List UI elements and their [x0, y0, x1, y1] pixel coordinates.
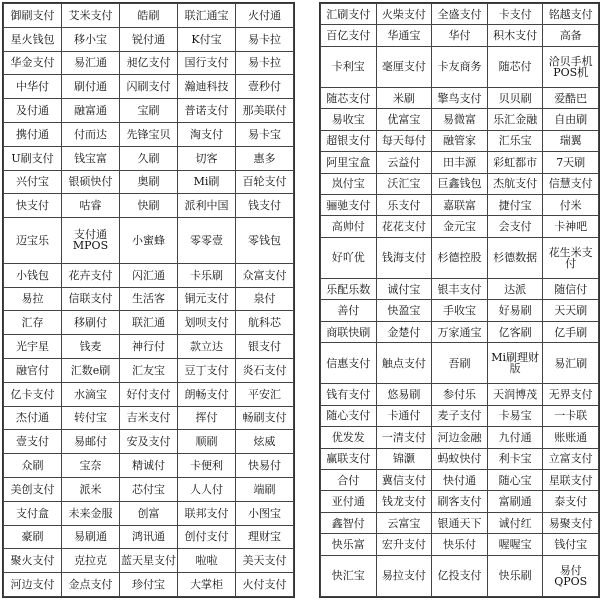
- right-table-cell: 商联快刷: [321, 321, 377, 342]
- right-table-cell: 钱付宝: [543, 534, 599, 555]
- right-table-cell: 卡通付: [376, 405, 432, 426]
- left-table-cell: 移小宝: [62, 27, 120, 51]
- right-table-cell: 易收宝: [321, 109, 377, 130]
- left-table-cell: 杰付通: [4, 406, 62, 430]
- right-table-row: [321, 278, 599, 299]
- left-table-cell: 朗畅支付: [178, 382, 236, 406]
- left-table-cell: 端刷: [236, 477, 294, 501]
- left-table-row: [4, 218, 294, 264]
- left-table-cell: 卡乐刷: [178, 263, 236, 287]
- left-table-cell: 携付通: [4, 122, 62, 146]
- right-table-cell: 天润博茂: [487, 384, 543, 405]
- left-table-cell: 众富支付: [236, 263, 294, 287]
- left-table-cell: 人人付: [178, 477, 236, 501]
- right-table-cell: 毫厘支付: [376, 46, 432, 87]
- left-table-cell: 百轮支付: [236, 170, 294, 194]
- left-table-cell: 派利中国: [178, 194, 236, 218]
- right-table-cell: 卡支付: [487, 4, 543, 25]
- right-table-cell: 随芯支付: [321, 87, 377, 108]
- left-table-cell: 转付宝: [62, 406, 120, 430]
- left-table-cell: 那美联付: [236, 99, 294, 123]
- right-table-cell: 星联支付: [543, 469, 599, 490]
- right-table-cell: 积木支付: [487, 25, 543, 46]
- right-table-cell: 7天刷: [543, 152, 599, 173]
- left-table-row: [4, 146, 294, 170]
- left-table-cell: 宝刷: [120, 99, 178, 123]
- right-table-row: [321, 216, 599, 237]
- right-table-cell: 快乐刷: [487, 555, 543, 596]
- left-table-row: [4, 477, 294, 501]
- right-table-cell: 吾刷: [432, 343, 488, 384]
- right-table-row: [321, 152, 599, 173]
- left-table-cell: 大掌柜: [178, 573, 236, 597]
- right-table-row: [321, 512, 599, 533]
- left-table-cell: 亿卡支付: [4, 382, 62, 406]
- left-table-cell: 银硕快付: [62, 170, 120, 194]
- right-table-cell: Mi刷理财版: [487, 343, 543, 384]
- left-table-body: [4, 4, 294, 597]
- left-table-cell: 皓刷: [120, 4, 178, 28]
- left-table-row: [4, 311, 294, 335]
- right-table-cell: 立富支付: [543, 448, 599, 469]
- left-table-row: [4, 75, 294, 99]
- right-table-cell: 火柴支付: [376, 4, 432, 25]
- right-table-cell: 百亿支付: [321, 25, 377, 46]
- right-table-cell: 洽贝手机POS机: [543, 46, 599, 87]
- right-table-cell: 达派: [487, 278, 543, 299]
- right-table-cell: 杉德控股: [432, 237, 488, 278]
- left-table-cell: 瀚迪科技: [178, 75, 236, 99]
- right-table-cell: 宏升支付: [376, 534, 432, 555]
- left-table-row: [4, 573, 294, 597]
- right-table-cell: 骊驰支付: [321, 195, 377, 216]
- left-table-cell: 派米: [62, 477, 120, 501]
- left-table-row: [4, 335, 294, 359]
- right-table-row: [321, 534, 599, 555]
- left-table-cell: 珍付宝: [120, 573, 178, 597]
- left-table-cell: 吉米支付: [120, 406, 178, 430]
- left-table-cell: 咕睿: [62, 194, 120, 218]
- left-table-row: [4, 454, 294, 478]
- left-table-cell: 艾米支付: [62, 4, 120, 28]
- right-table-cell: 每天每付: [376, 130, 432, 151]
- right-table-cell: 杰航支付: [487, 173, 543, 194]
- left-table-cell: 铜元支付: [178, 287, 236, 311]
- left-table-cell: 壹支付: [4, 430, 62, 454]
- left-table-cell: 小钱包: [4, 263, 62, 287]
- left-table-cell: 易拉: [4, 287, 62, 311]
- left-table-cell: 闪汇通: [120, 263, 178, 287]
- right-table-cell: 彩虹都市: [487, 152, 543, 173]
- left-table-row: [4, 406, 294, 430]
- right-table-cell: 杉德数据: [487, 237, 543, 278]
- left-table-cell: 易汇通: [62, 51, 120, 75]
- right-table-cell: 贝贝刷: [487, 87, 543, 108]
- right-table-cell: 阿里宝盒: [321, 152, 377, 173]
- left-table-cell: 及付通: [4, 99, 62, 123]
- right-table-cell: 金楚付: [376, 321, 432, 342]
- left-table-cell: 闪刷支付: [120, 75, 178, 99]
- right-table-cell: 卡易宝: [487, 405, 543, 426]
- right-table-cell: 岚付宝: [321, 173, 377, 194]
- right-table-cell: 钱有支付: [321, 384, 377, 405]
- left-table-cell: 汇数e刷: [62, 358, 120, 382]
- left-table-cell: 支付通MPOS: [62, 218, 120, 264]
- right-table-cell: 信慧支付: [543, 173, 599, 194]
- right-table-row: [321, 46, 599, 87]
- right-table-cell: 汇乐宝: [487, 130, 543, 151]
- left-table-row: [4, 382, 294, 406]
- right-table-cell: 乐汇金融: [487, 109, 543, 130]
- left-table-row: [4, 99, 294, 123]
- right-table-cell: 九付通: [487, 427, 543, 448]
- left-table-row: [4, 525, 294, 549]
- left-table-cell: 锐付通: [120, 27, 178, 51]
- left-table-cell: 神行付: [120, 335, 178, 359]
- left-table-cell: 精诚付: [120, 454, 178, 478]
- left-table-cell: 豆丁支付: [178, 358, 236, 382]
- left-table-row: [4, 170, 294, 194]
- right-panel: [319, 2, 600, 598]
- right-table-cell: 鑫智付: [321, 512, 377, 533]
- right-table-cell: 优发发: [321, 427, 377, 448]
- right-table-cell: 自由刷: [543, 109, 599, 130]
- left-table-cell: 炫威: [236, 430, 294, 454]
- left-table-row: [4, 4, 294, 28]
- right-table-cell: 随芯付: [487, 46, 543, 87]
- left-table-cell: 刷付通: [62, 75, 120, 99]
- right-table-cell: 融管家: [432, 130, 488, 151]
- right-table-cell: 华通宝: [376, 25, 432, 46]
- right-table-row: [321, 448, 599, 469]
- right-table-cell: 云益付: [376, 152, 432, 173]
- left-table-row: [4, 501, 294, 525]
- left-table-cell: 易卡拉: [236, 27, 294, 51]
- right-table-row: [321, 300, 599, 321]
- right-table-cell: 铭越支付: [543, 4, 599, 25]
- right-table-cell: 冀信支付: [376, 469, 432, 490]
- right-table-cell: 沃汇宝: [376, 173, 432, 194]
- left-table-cell: 平安汇: [236, 382, 294, 406]
- right-table-cell: 诚付红: [487, 512, 543, 533]
- left-table-cell: Mi刷: [178, 170, 236, 194]
- right-table-cell: 捷付宝: [487, 195, 543, 216]
- left-table-cell: 火付通: [236, 4, 294, 28]
- right-table-cell: 花花支付: [376, 216, 432, 237]
- right-table-cell: 巨鑫钱包: [432, 173, 488, 194]
- left-table-cell: 好付支付: [120, 382, 178, 406]
- left-table-cell: 移刷付: [62, 311, 120, 335]
- left-table-cell: 壹秒付: [236, 75, 294, 99]
- right-table-row: [321, 195, 599, 216]
- right-table-cell: 易拉支付: [376, 555, 432, 596]
- left-table-cell: 联邦支付: [178, 501, 236, 525]
- right-table-cell: 锦灏: [376, 448, 432, 469]
- left-table-row: [4, 194, 294, 218]
- right-table-cell: 易汇刷: [543, 343, 599, 384]
- left-table-cell: 美天支付: [236, 549, 294, 573]
- right-table-cell: 卡友商务: [432, 46, 488, 87]
- right-payment-brand-table: [320, 3, 599, 597]
- right-table-cell: 利卡宝: [487, 448, 543, 469]
- left-table-cell: 啦啦: [178, 549, 236, 573]
- left-table-cell: 美创支付: [4, 477, 62, 501]
- right-table-cell: 超银支付: [321, 130, 377, 151]
- right-table-cell: 田丰源: [432, 152, 488, 173]
- left-table-cell: 信联支付: [62, 287, 120, 311]
- right-table-cell: 蚂蚁快付: [432, 448, 488, 469]
- left-table-row: [4, 263, 294, 287]
- left-table-cell: 光宇星: [4, 335, 62, 359]
- left-table-row: [4, 358, 294, 382]
- left-table-cell: 中华付: [4, 75, 62, 99]
- left-table-cell: 奥刷: [120, 170, 178, 194]
- left-table-cell: 联汇通: [120, 311, 178, 335]
- left-table-cell: 聚火支付: [4, 549, 62, 573]
- right-table-cell: 花生米支付: [543, 237, 599, 278]
- right-table-row: [321, 427, 599, 448]
- right-table-cell: 瑞翼: [543, 130, 599, 151]
- right-table-cell: 亿投支付: [432, 555, 488, 596]
- left-table-cell: 泉付: [236, 287, 294, 311]
- right-table-cell: 诚付宝: [376, 278, 432, 299]
- left-table-cell: 航科芯: [236, 311, 294, 335]
- right-table-cell: 河边金融: [432, 427, 488, 448]
- left-table-cell: 付而达: [62, 122, 120, 146]
- right-table-cell: 赢联支付: [321, 448, 377, 469]
- right-table-cell: 快乐付: [432, 534, 488, 555]
- right-table-row: [321, 469, 599, 490]
- right-table-cell: 快盈宝: [376, 300, 432, 321]
- left-table-cell: 鸿讯通: [120, 525, 178, 549]
- left-table-cell: 快刷: [120, 194, 178, 218]
- right-table-cell: 麦子支付: [432, 405, 488, 426]
- left-table-cell: 华金支付: [4, 51, 62, 75]
- left-table-cell: 融富通: [62, 99, 120, 123]
- right-table-row: [321, 491, 599, 512]
- right-table-cell: 擎鸟支付: [432, 87, 488, 108]
- left-table-cell: 星火钱包: [4, 27, 62, 51]
- left-table-cell: 易邮付: [62, 430, 120, 454]
- left-table-cell: 豪刷: [4, 525, 62, 549]
- right-table-row: [321, 405, 599, 426]
- right-table-cell: 汇刷支付: [321, 4, 377, 25]
- right-table-cell: 参付乐: [432, 384, 488, 405]
- right-table-cell: 高帅付: [321, 216, 377, 237]
- right-table-cell: 卡神吧: [543, 216, 599, 237]
- left-table-cell: 汇友宝: [120, 358, 178, 382]
- right-table-cell: 优富宝: [376, 109, 432, 130]
- left-table-cell: 未来金服: [62, 501, 120, 525]
- right-table-cell: 刷客支付: [432, 491, 488, 512]
- right-table-row: [321, 4, 599, 25]
- left-table-cell: 易刷通: [62, 525, 120, 549]
- left-table-cell: 创付支付: [178, 525, 236, 549]
- right-table-cell: 泰支付: [543, 491, 599, 512]
- right-table-cell: 快汇宝: [321, 555, 377, 596]
- right-table-cell: 米刷: [376, 87, 432, 108]
- right-table-cell: 一卡联: [543, 405, 599, 426]
- right-table-cell: 随信付: [543, 278, 599, 299]
- right-table-row: [321, 25, 599, 46]
- right-table-cell: 善付: [321, 300, 377, 321]
- right-table-cell: 乐支付: [376, 195, 432, 216]
- right-table-cell: 易付QPOS: [543, 555, 599, 596]
- left-table-cell: 昶亿支付: [120, 51, 178, 75]
- left-table-cell: 御刷支付: [4, 4, 62, 28]
- right-table-cell: 快付通: [432, 469, 488, 490]
- right-table-cell: 银通天下: [432, 512, 488, 533]
- right-table-cell: 好易刷: [487, 300, 543, 321]
- right-table-row: [321, 384, 599, 405]
- left-table-cell: 易卡拉: [236, 51, 294, 75]
- left-table-cell: 理财宝: [236, 525, 294, 549]
- right-table-cell: 喔喔宝: [487, 534, 543, 555]
- left-table-cell: 国行支付: [178, 51, 236, 75]
- left-panel: [2, 2, 295, 598]
- right-table-cell: 亿客刷: [487, 321, 543, 342]
- right-table-cell: 账账通: [543, 427, 599, 448]
- left-table-cell: 联汇通宝: [178, 4, 236, 28]
- left-table-cell: 款立达: [178, 335, 236, 359]
- left-table-cell: 创富: [120, 501, 178, 525]
- right-table-cell: 高备: [543, 25, 599, 46]
- left-table-cell: 金点支付: [62, 573, 120, 597]
- left-table-cell: 顺刷: [178, 430, 236, 454]
- left-table-row: [4, 27, 294, 51]
- left-table-cell: 快支付: [4, 194, 62, 218]
- right-table-cell: 付米: [543, 195, 599, 216]
- right-table-row: [321, 87, 599, 108]
- left-table-cell: 河边支付: [4, 573, 62, 597]
- right-table-row: [321, 321, 599, 342]
- right-table-cell: 随心支付: [321, 405, 377, 426]
- left-table-cell: 钱宝富: [62, 146, 120, 170]
- left-table-row: [4, 430, 294, 454]
- right-table-cell: 会支付: [487, 216, 543, 237]
- right-table-cell: 亚付通: [321, 491, 377, 512]
- right-table-cell: 手收宝: [432, 300, 488, 321]
- right-table-cell: 银丰支付: [432, 278, 488, 299]
- left-table-cell: 支付盒: [4, 501, 62, 525]
- right-table-cell: 云富宝: [376, 512, 432, 533]
- right-table-cell: 华付: [432, 25, 488, 46]
- right-table-cell: 易聚支付: [543, 512, 599, 533]
- left-table-cell: 小蜜蜂: [120, 218, 178, 264]
- left-table-cell: 克拉克: [62, 549, 120, 573]
- left-table-cell: 安及支付: [120, 430, 178, 454]
- left-table-cell: 花卉支付: [62, 263, 120, 287]
- left-table-cell: 零钱包: [236, 218, 294, 264]
- right-table-cell: 乐配乐数: [321, 278, 377, 299]
- left-table-cell: 快易付: [236, 454, 294, 478]
- left-table-row: [4, 549, 294, 573]
- right-table-row: [321, 343, 599, 384]
- left-table-cell: 易卡宝: [236, 122, 294, 146]
- left-table-cell: 先锋宝贝: [120, 122, 178, 146]
- left-table-cell: 炎石支付: [236, 358, 294, 382]
- left-table-cell: 融官付: [4, 358, 62, 382]
- right-table-row: [321, 237, 599, 278]
- right-table-cell: 全盛支付: [432, 4, 488, 25]
- right-table-cell: 亿手刷: [543, 321, 599, 342]
- right-table-cell: 随心宝: [487, 469, 543, 490]
- right-table-cell: 触点支付: [376, 343, 432, 384]
- right-table-cell: 富刷通: [487, 491, 543, 512]
- left-table-cell: 芯付宝: [120, 477, 178, 501]
- left-table-cell: 划呗支付: [178, 311, 236, 335]
- left-table-cell: 众刷: [4, 454, 62, 478]
- left-table-cell: 宝奈: [62, 454, 120, 478]
- right-table-cell: 一清支付: [376, 427, 432, 448]
- right-table-cell: 天天刷: [543, 300, 599, 321]
- left-table-cell: 挥付: [178, 406, 236, 430]
- left-payment-brand-table: [3, 3, 294, 597]
- left-table-row: [4, 51, 294, 75]
- right-table-cell: 嘉联富: [432, 195, 488, 216]
- right-table-cell: 无界支付: [543, 384, 599, 405]
- right-table-cell: 钱龙支付: [376, 491, 432, 512]
- right-table-cell: 卡利宝: [321, 46, 377, 87]
- right-table-cell: 合付: [321, 469, 377, 490]
- left-table-cell: 兴付宝: [4, 170, 62, 194]
- right-table-cell: 万家通宝: [432, 321, 488, 342]
- left-table-cell: 蓝天星支付: [120, 549, 178, 573]
- left-table-cell: 汇存: [4, 311, 62, 335]
- left-table-cell: U刷支付: [4, 146, 62, 170]
- right-table-cell: 金元宝: [432, 216, 488, 237]
- left-table-cell: 水滴宝: [62, 382, 120, 406]
- left-table-cell: 淘支付: [178, 122, 236, 146]
- left-table-row: [4, 287, 294, 311]
- left-table-cell: 生活客: [120, 287, 178, 311]
- left-table-cell: 迈宝乐: [4, 218, 62, 264]
- left-table-cell: K付宝: [178, 27, 236, 51]
- right-table-cell: 快乐富: [321, 534, 377, 555]
- right-table-cell: 易微富: [432, 109, 488, 130]
- left-table-cell: 切客: [178, 146, 236, 170]
- left-table-cell: 银支付: [236, 335, 294, 359]
- left-table-cell: 卡便利: [178, 454, 236, 478]
- right-table-cell: 好吖优: [321, 237, 377, 278]
- left-table-cell: 普诺支付: [178, 99, 236, 123]
- right-table-row: [321, 555, 599, 596]
- right-table-cell: 悠易刷: [376, 384, 432, 405]
- left-table-cell: 久刷: [120, 146, 178, 170]
- left-table-cell: 畅刷支付: [236, 406, 294, 430]
- right-table-row: [321, 109, 599, 130]
- right-table-cell: 信惠支付: [321, 343, 377, 384]
- right-table-row: [321, 130, 599, 151]
- left-table-cell: 小图宝: [236, 501, 294, 525]
- left-table-cell: 惠多: [236, 146, 294, 170]
- left-table-cell: 钱支付: [236, 194, 294, 218]
- left-table-cell: 火付支付: [236, 573, 294, 597]
- right-table-cell: 爱酷巴: [543, 87, 599, 108]
- right-table-row: [321, 173, 599, 194]
- right-table-cell: 钱海支付: [376, 237, 432, 278]
- left-table-cell: 零零壹: [178, 218, 236, 264]
- left-table-cell: 钱麦: [62, 335, 120, 359]
- left-table-row: [4, 122, 294, 146]
- right-table-body: [321, 4, 599, 597]
